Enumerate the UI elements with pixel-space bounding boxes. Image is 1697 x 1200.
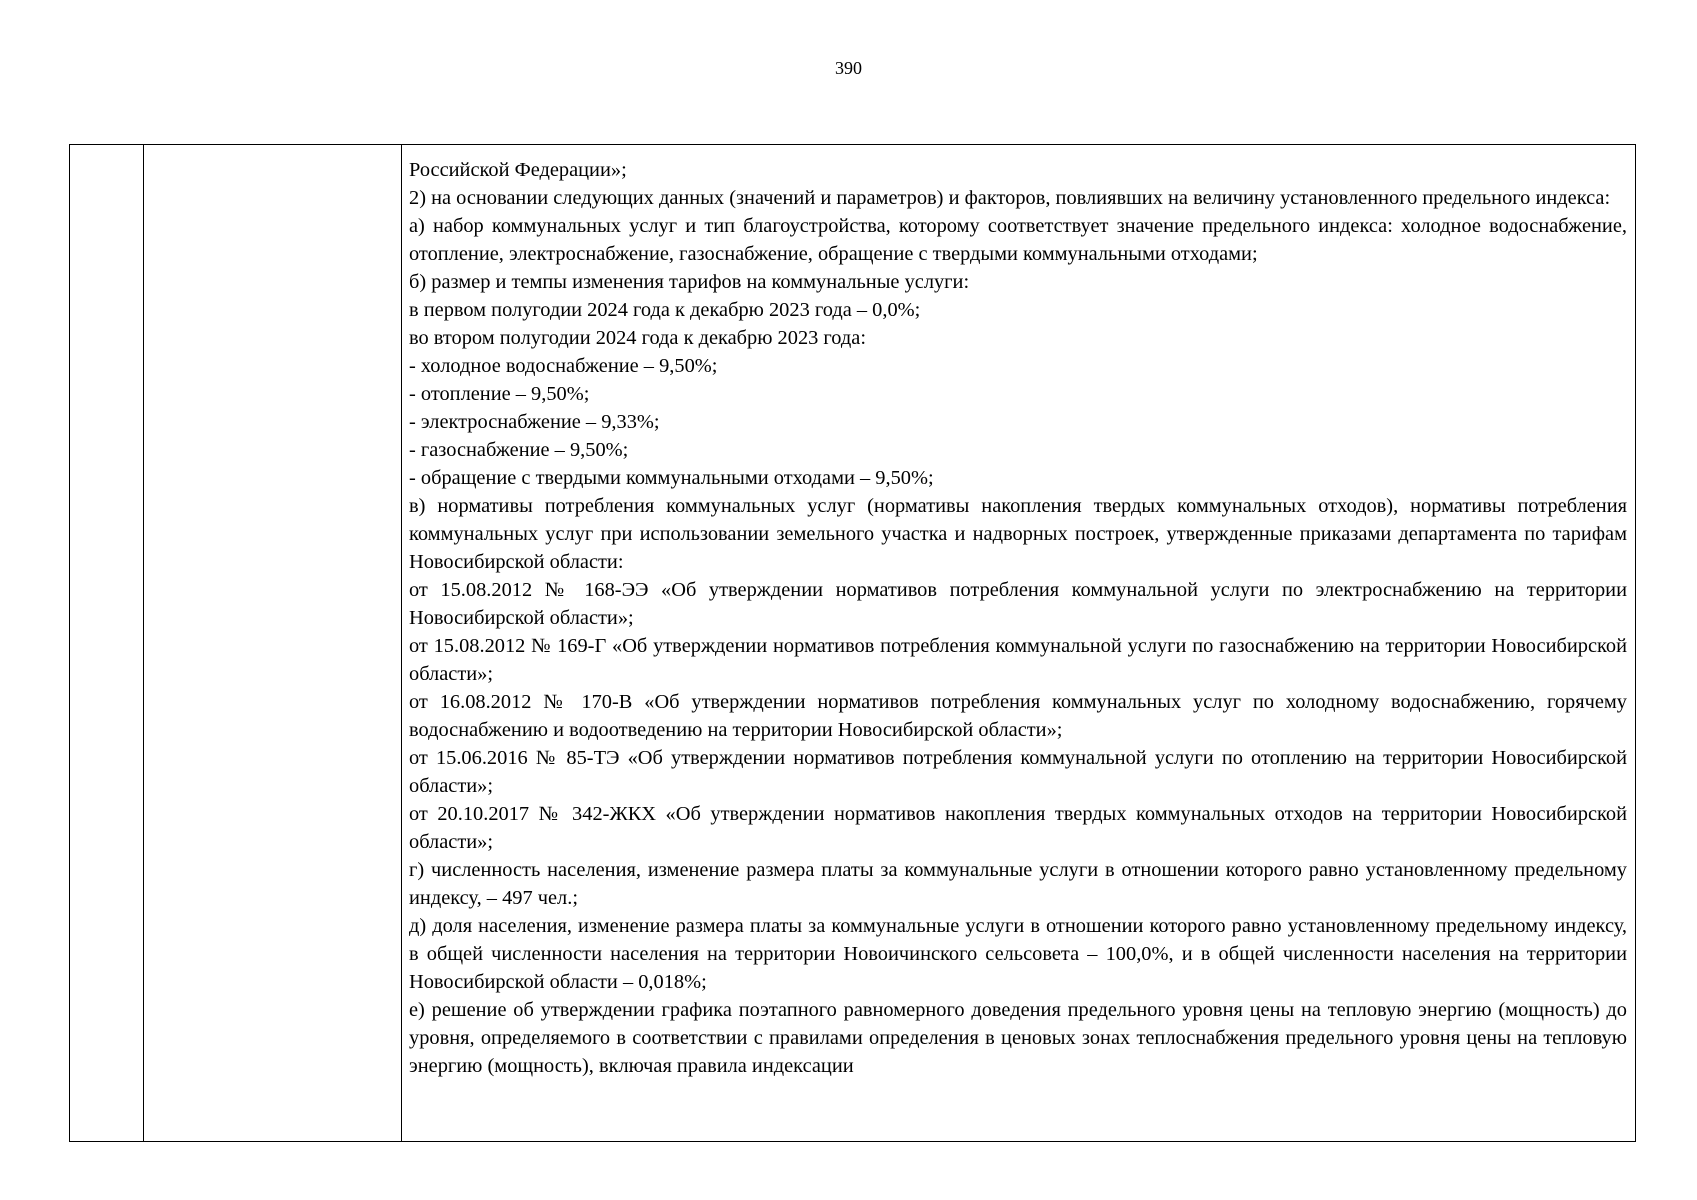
paragraph: от 15.06.2016 № 85-ТЭ «Об утверждении нормативов потребления коммунальной услуги по отоплению на территории Новосибирской области»; [409,747,1627,797]
document-table [69,144,1636,1142]
paragraph: от 16.08.2012 № 170-В «Об утверждении нормативов потребления коммунальных услуг по холодному водоснабжению, горячему водоснабжению и водоотведению на территории Новосибирской области»; [409,691,1627,741]
list-item: - холодное водоснабжение – 9,50%; [409,355,718,377]
paragraph: во втором полугодии 2024 года к декабрю 2023 года: [409,327,866,349]
paragraph: в) нормативы потребления коммунальных услуг (нормативы накопления твердых коммунальных отходов), нормативы потребления коммунальных услуг при использовании земельного участка и надворных построек, утвержденные приказами департамента по тарифам Новосибирской области: [409,495,1627,573]
paragraph: а) набор коммунальных услуг и тип благоустройства, которому соответствует значение предельного индекса: холодное водоснабжение, отопление, электроснабжение, газоснабжение, обращение с твердыми коммунальными отходами; [409,215,1627,265]
paragraph: от 20.10.2017 № 342-ЖКХ «Об утверждении нормативов накопления твердых коммунальных отходов на территории Новосибирской области»; [409,803,1627,853]
list-item: - обращение с твердыми коммунальными отходами – 9,50%; [409,467,934,489]
paragraph: от 15.08.2012 № 168-ЭЭ «Об утверждении нормативов потребления коммунальной услуги по электроснабжению на территории Новосибирской области»; [409,579,1627,629]
list-item: - электроснабжение – 9,33%; [409,411,660,433]
paragraph: д) доля населения, изменение размера платы за коммунальные услуги в отношении которого равно установленному предельному индексу, в общей численности населения на территории Новоичинского сельсовета – 100,0%, и в общей численности населения на территории Новосибирской области – 0,018%; [409,915,1627,993]
table-cell-number [70,145,144,1141]
paragraph: б) размер и темпы изменения тарифов на коммунальные услуги: [409,271,970,293]
paragraph: от 15.08.2012 № 169-Г «Об утверждении нормативов потребления коммунальной услуги по газоснабжению на территории Новосибирской области»; [409,635,1627,685]
page-number: 390 [835,58,862,78]
paragraph: г) численность населения, изменение размера платы за коммунальные услуги в отношении которого равно установленному предельному индексу, – 497 чел.; [409,859,1627,909]
paragraph: 2) на основании следующих данных (значений и параметров) и факторов, повлиявших на величину установленного предельного индекса: [409,187,1611,209]
paragraph: Российской Федерации»; [409,159,627,181]
list-item: - отопление – 9,50%; [409,383,590,405]
paragraph: е) решение об утверждении графика поэтапного равномерного доведения предельного уровня цены на тепловую энергию (мощность) до уровня, определяемого в соответствии с правилами определения в ценовых зонах теплоснабжения предельного уровня цены на тепловую энергию (мощность), включая правила индексации [409,999,1627,1077]
table-cell-name [144,145,402,1141]
paragraph: в первом полугодии 2024 года к декабрю 2023 года – 0,0%; [409,299,921,321]
table-cell-description [402,145,1635,1141]
list-item: - газоснабжение – 9,50%; [409,439,629,461]
